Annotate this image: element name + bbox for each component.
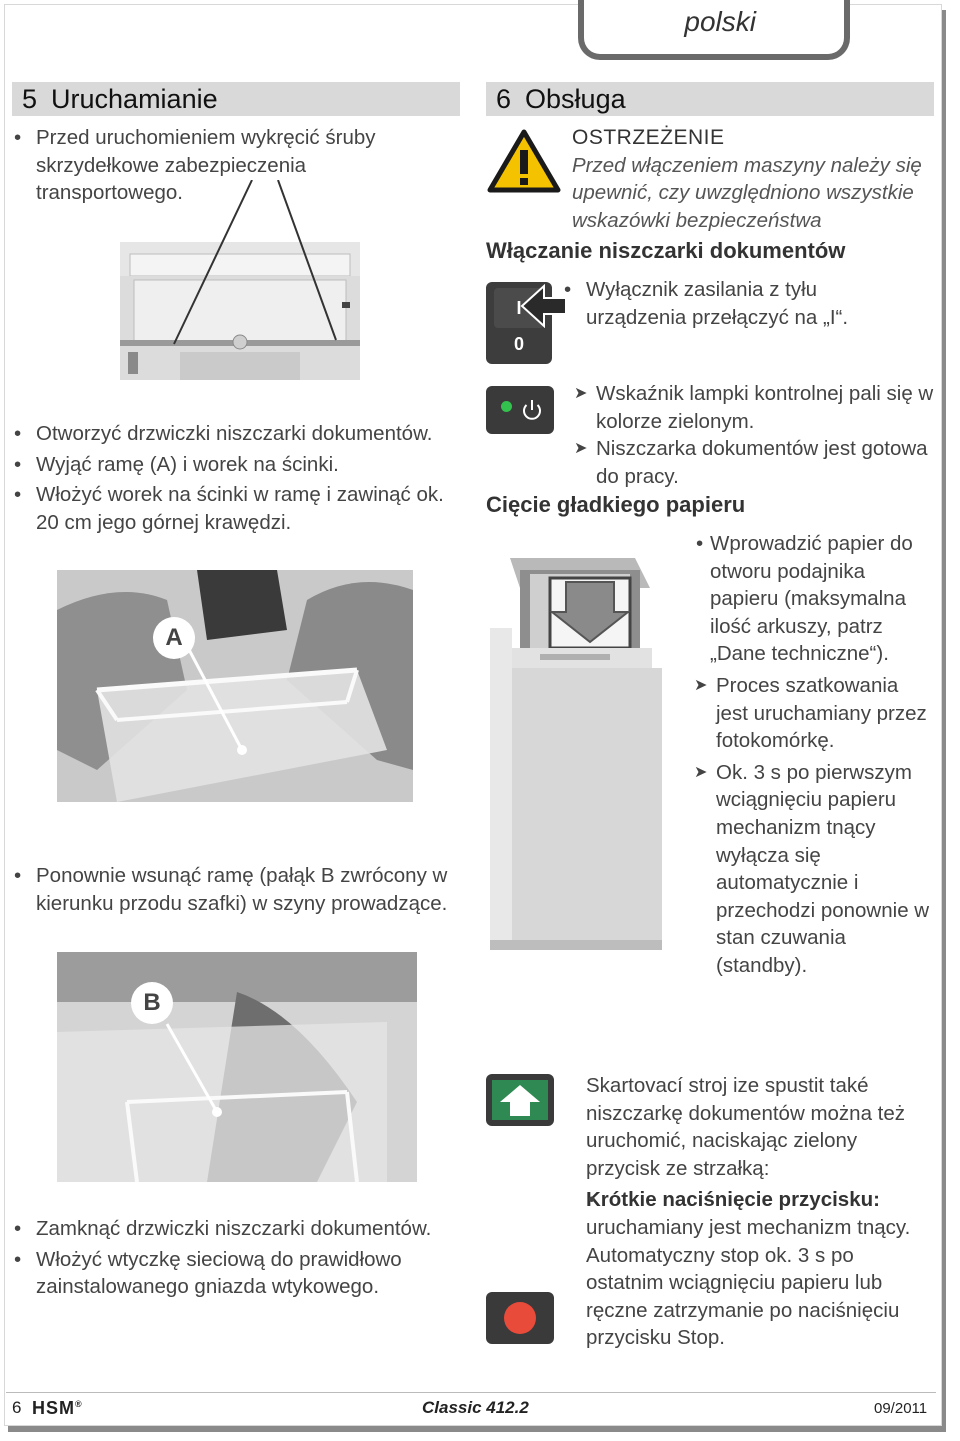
- warning-text: Przed włączeniem maszyny należy się upewnić, czy uwzględniono wszystkie wskazówki bezpieczeństwa: [572, 153, 922, 232]
- model-name: Classic 412.2: [422, 1398, 529, 1417]
- list-item: • Włożyć worek na ścinki w ramę i zawinąć ok. 20 cm jego górnej krawędzi.: [12, 481, 457, 536]
- green-button-section: [586, 1072, 936, 1352]
- switch-on-heading: Włączanie niszczarki dokumentów: [486, 238, 846, 263]
- warning-icon: [486, 128, 562, 194]
- list-item: • Przed uruchomieniem wykręcić śruby skrzydełkowe zabezpieczenia transportowego.: [12, 124, 432, 207]
- list-item: ➤ Ok. 3 s po pierwszym wciągnięciu papieru mechanizm tnący wyłącza się automatycznie i przechodzi ponownie w stan czuwania (standby).: [694, 759, 934, 980]
- list-item: ➤ Wskaźnik lampki kontrolnej pali się w kolorze zielonym.: [574, 380, 934, 435]
- pointer-lines: [140, 180, 360, 350]
- green-button-text: Skartovací stroj ize spustit také niszczarkę dokumentów można też uruchomić, naciskając zielony przycisk ze strzałką:: [586, 1074, 906, 1180]
- warning-title: OSTRZEŻENIE: [572, 126, 725, 149]
- short-press-text: uruchamiany jest mechanizm tnący. Automatyczny stop ok. 3 s po ostatnim wciągnięciu papieru lub ręczne zatrzymanie po naciśnięciu przycisku Stop.: [586, 1215, 911, 1350]
- list-item: ➤ Proces szatkowania jest uruchamiany przez fotokomórkę.: [694, 672, 934, 755]
- registered-mark: ®: [75, 1399, 83, 1409]
- warning-box: [572, 124, 942, 234]
- feed-section: [694, 530, 934, 980]
- hsm-logo: [32, 1398, 83, 1419]
- section-6-title: Obsługa: [525, 84, 626, 114]
- stop-button-icon: [486, 1292, 554, 1344]
- section-5-steps-end: [12, 1215, 462, 1301]
- language-tab: [578, 0, 850, 60]
- power-switch-step: [562, 276, 922, 331]
- brand-name: HSM: [32, 1398, 75, 1418]
- label-b: B: [131, 982, 173, 1024]
- section-6-heading: [486, 82, 934, 116]
- section-5-steps-mid: [12, 420, 457, 536]
- indicator-lamp-icon: [501, 401, 512, 412]
- arrow-up-icon: [492, 1080, 548, 1120]
- list-item: • Wyjąć ramę (A) i worek na ścinki.: [12, 451, 457, 479]
- lamp-results: [574, 380, 934, 490]
- status-panel-icon: [486, 386, 554, 434]
- list-item: • Wyłącznik zasilania z tyłu urządzenia przełączyć na „I“.: [562, 276, 922, 331]
- footer-date: 09/2011: [874, 1400, 928, 1417]
- list-item: ➤ Niszczarka dokumentów jest gotowa do pracy.: [574, 435, 934, 490]
- list-item: • Ponownie wsunąć ramę (pałąk B zwrócony w kierunku przodu szafki) w szyny prowadzące.: [12, 862, 452, 917]
- section-6-number: 6: [496, 84, 512, 114]
- list-item: • Wprowadzić papier do otworu podajnika papieru (maksymalna ilość arkuszy, patrz „Dane techniczne“).: [694, 530, 934, 668]
- short-press-label: Krótkie naciśnięcie przycisku:: [586, 1188, 880, 1212]
- switch-on-label: I: [494, 288, 544, 328]
- power-symbol-icon: [520, 398, 544, 422]
- green-button-face: [492, 1080, 548, 1120]
- footer-page-number: 6: [12, 1398, 22, 1417]
- photo-shredder: [490, 548, 680, 950]
- section-5-heading: [12, 82, 460, 116]
- section-5-title: Uruchamianie: [51, 84, 218, 114]
- cutting-heading: Cięcie gładkiego papieru: [486, 492, 746, 517]
- language-label: polski: [684, 6, 756, 37]
- section-5-number: 5: [22, 84, 38, 114]
- start-button-icon: [486, 1074, 554, 1126]
- footer-rule: [6, 1392, 936, 1393]
- label-a: A: [153, 617, 195, 659]
- list-item: • Otworzyć drzwiczki niszczarki dokumentów.: [12, 420, 457, 448]
- arrow-left-icon: [520, 284, 568, 328]
- list-item: • Zamknąć drzwiczki niszczarki dokumentów.: [12, 1215, 462, 1243]
- photo-frame-b: [57, 952, 417, 1182]
- short-press-item: [586, 1186, 936, 1352]
- switch-off-label: 0: [513, 334, 524, 354]
- photo-frame-a: [57, 570, 413, 802]
- red-stop-circle: [504, 1302, 536, 1334]
- list-item: • Włożyć wtyczkę sieciową do prawidłowo zainstalowanego gniazda wtykowego.: [12, 1246, 462, 1301]
- section-5-step-b: [12, 862, 452, 917]
